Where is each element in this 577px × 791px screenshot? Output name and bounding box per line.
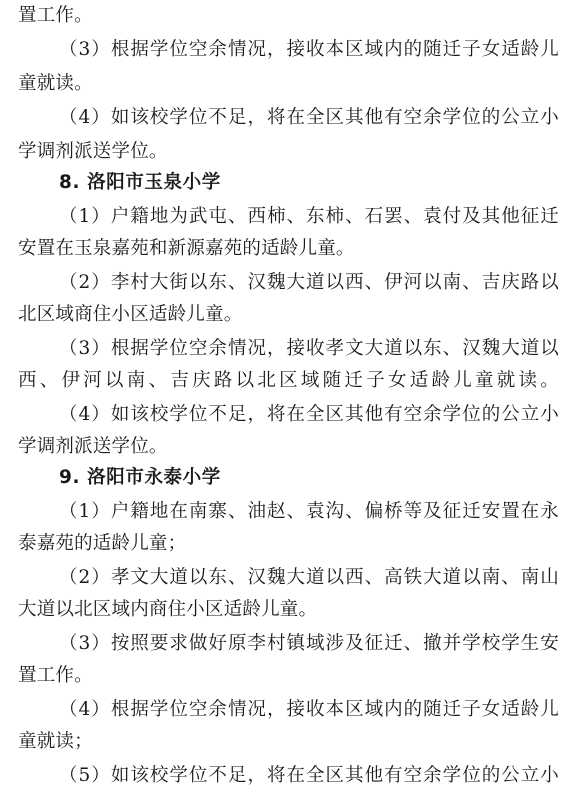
text-line: 学调剂派送学位。 (18, 141, 168, 162)
section-heading: 8. 洛阳市玉泉小学 (59, 172, 221, 193)
text-line: 置工作。 (18, 5, 93, 26)
text-line: 安置在玉泉嘉苑和新源嘉苑的适龄儿童。 (18, 238, 355, 259)
text-line: 童就读。 (18, 73, 93, 94)
text-line: 学调剂派送学位。 (18, 436, 168, 457)
text-line: 西、伊河以南、吉庆路以北区域随迁子女适龄儿童就读。 (18, 370, 559, 391)
text-line: （5）如该校学位不足，将在全区其他有空余学位的公立小 (59, 765, 559, 786)
text-line: （3）按照要求做好原李村镇域涉及征迁、撤并学校学生安 (59, 633, 559, 654)
text-line: （2）李村大街以东、汉魏大道以西、伊河以南、吉庆路以 (59, 272, 559, 293)
text-line: 大道以北区域内商住小区适龄儿童。 (18, 599, 318, 620)
text-line: 童就读； (18, 731, 93, 752)
text-line: （4）根据学位空余情况，接收本区域内的随迁子女适龄儿 (59, 699, 559, 720)
text-line: （4）如该校学位不足，将在全区其他有空余学位的公立小 (59, 404, 559, 425)
text-line: （2）孝文大道以东、汉魏大道以西、高铁大道以南、南山 (59, 567, 559, 588)
text-line: 泰嘉苑的适龄儿童； (18, 533, 187, 554)
text-line: （3）根据学位空余情况，接收孝文大道以东、汉魏大道以 (59, 338, 559, 359)
text-line: 置工作。 (18, 665, 93, 686)
section-heading: 9. 洛阳市永泰小学 (59, 467, 221, 488)
text-line: （3）根据学位空余情况，接收本区域内的随迁子女适龄儿 (59, 39, 559, 60)
text-line: （1）户籍地在南寨、油赵、袁沟、偏桥等及征迁安置在永 (59, 501, 559, 522)
text-line: （4）如该校学位不足，将在全区其他有空余学位的公立小 (59, 107, 559, 128)
text-line: 北区域商住小区适龄儿童。 (18, 304, 243, 325)
text-line: （1）户籍地为武屯、西柿、东柿、石罢、袁付及其他征迁 (59, 206, 559, 227)
